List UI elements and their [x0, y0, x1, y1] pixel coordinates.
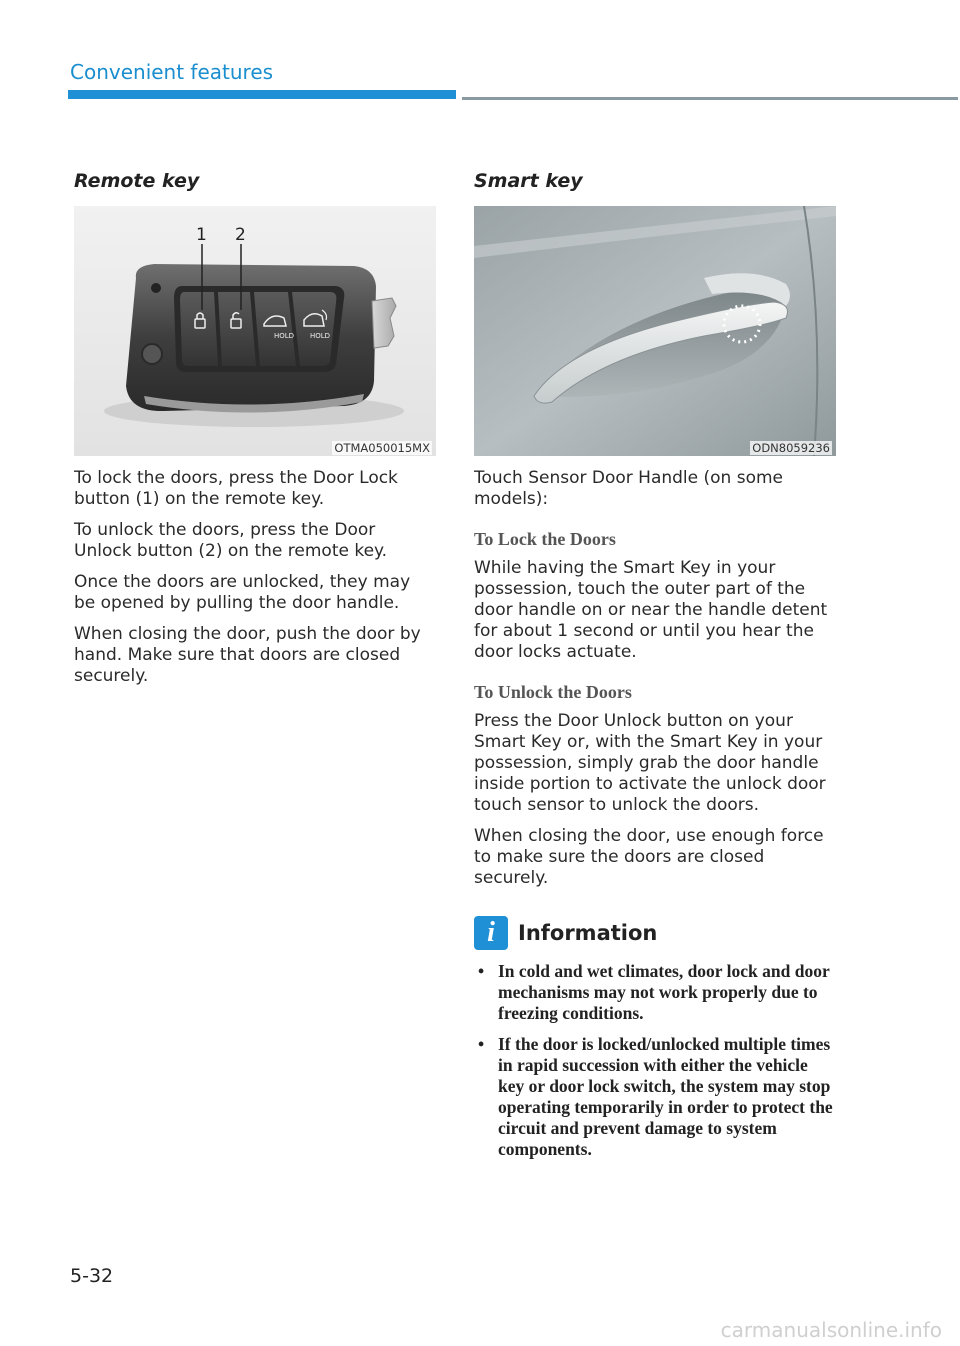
remote-key-text	[74, 468, 436, 687]
callout-2: 2	[235, 225, 246, 245]
info-icon: i	[474, 916, 508, 950]
list-item-text: If the door is locked/unlocked multiple times in rapid succession with either the vehicle key or door lock switch, the system may stop operating temporarily in order to protect the circuit and prevent damage to system components.	[498, 1034, 833, 1159]
paragraph: Press the Door Unlock button on your Smart Key or, with the Smart Key in your possession, simply grab the door handle inside portion to activate the unlock door touch sensor to unlock the doors.	[474, 711, 826, 815]
callout-1: 1	[196, 225, 207, 245]
smart-key-section	[474, 170, 836, 1170]
information-list	[474, 961, 836, 1160]
remote-key-section	[74, 170, 436, 697]
paragraph: Once the doors are unlocked, they may be opened by pulling the door handle.	[74, 572, 411, 613]
remote-key-illustration	[74, 206, 436, 456]
watermark: carmanualsonline.info	[720, 1318, 942, 1342]
list-item-text: In cold and wet climates, door lock and door mechanisms may not work properly due to freezing conditions.	[498, 961, 830, 1023]
list-item	[474, 1034, 836, 1160]
information-header	[474, 915, 836, 951]
smart-key-text	[474, 468, 836, 1160]
list-item	[474, 961, 836, 1024]
paragraph: To unlock the doors, press the Door Unlock button (2) on the remote key.	[74, 520, 388, 561]
section-title-remote-key: Remote key	[74, 170, 200, 192]
header-accent-bar	[68, 90, 456, 99]
remote-key-figure	[74, 206, 436, 456]
header-title: Convenient features	[70, 60, 274, 84]
figure-code: ODN8059236	[752, 441, 830, 455]
section-title-smart-key: Smart key	[474, 170, 583, 192]
svg-text:HOLD: HOLD	[274, 332, 295, 340]
bullet: •	[478, 961, 485, 981]
figure-code: OTMA050015MX	[334, 441, 430, 455]
door-handle-figure	[474, 206, 836, 456]
information-title: Information	[518, 921, 658, 945]
paragraph: When closing the door, use enough force to make sure the doors are closed securely.	[474, 826, 824, 888]
page-number: 5-32	[70, 1265, 114, 1287]
door-handle-illustration	[474, 206, 836, 456]
subheading-unlock: To Unlock the Doors	[474, 682, 632, 702]
paragraph: To lock the doors, press the Door Lock button (1) on the remote key.	[74, 468, 398, 509]
svg-text:HOLD: HOLD	[310, 332, 331, 340]
subheading-lock: To Lock the Doors	[474, 529, 616, 549]
header-rule	[462, 97, 958, 100]
paragraph: When closing the door, push the door by hand. Make sure that doors are closed securely.	[74, 624, 421, 686]
information-box	[474, 915, 836, 1160]
intro-paragraph: Touch Sensor Door Handle (on some models):	[474, 468, 783, 509]
bullet: •	[478, 1034, 485, 1054]
paragraph: While having the Smart Key in your possession, touch the outer part of the door handle on or near the handle detent for about 1 second or until you hear the door locks actuate.	[474, 558, 828, 662]
